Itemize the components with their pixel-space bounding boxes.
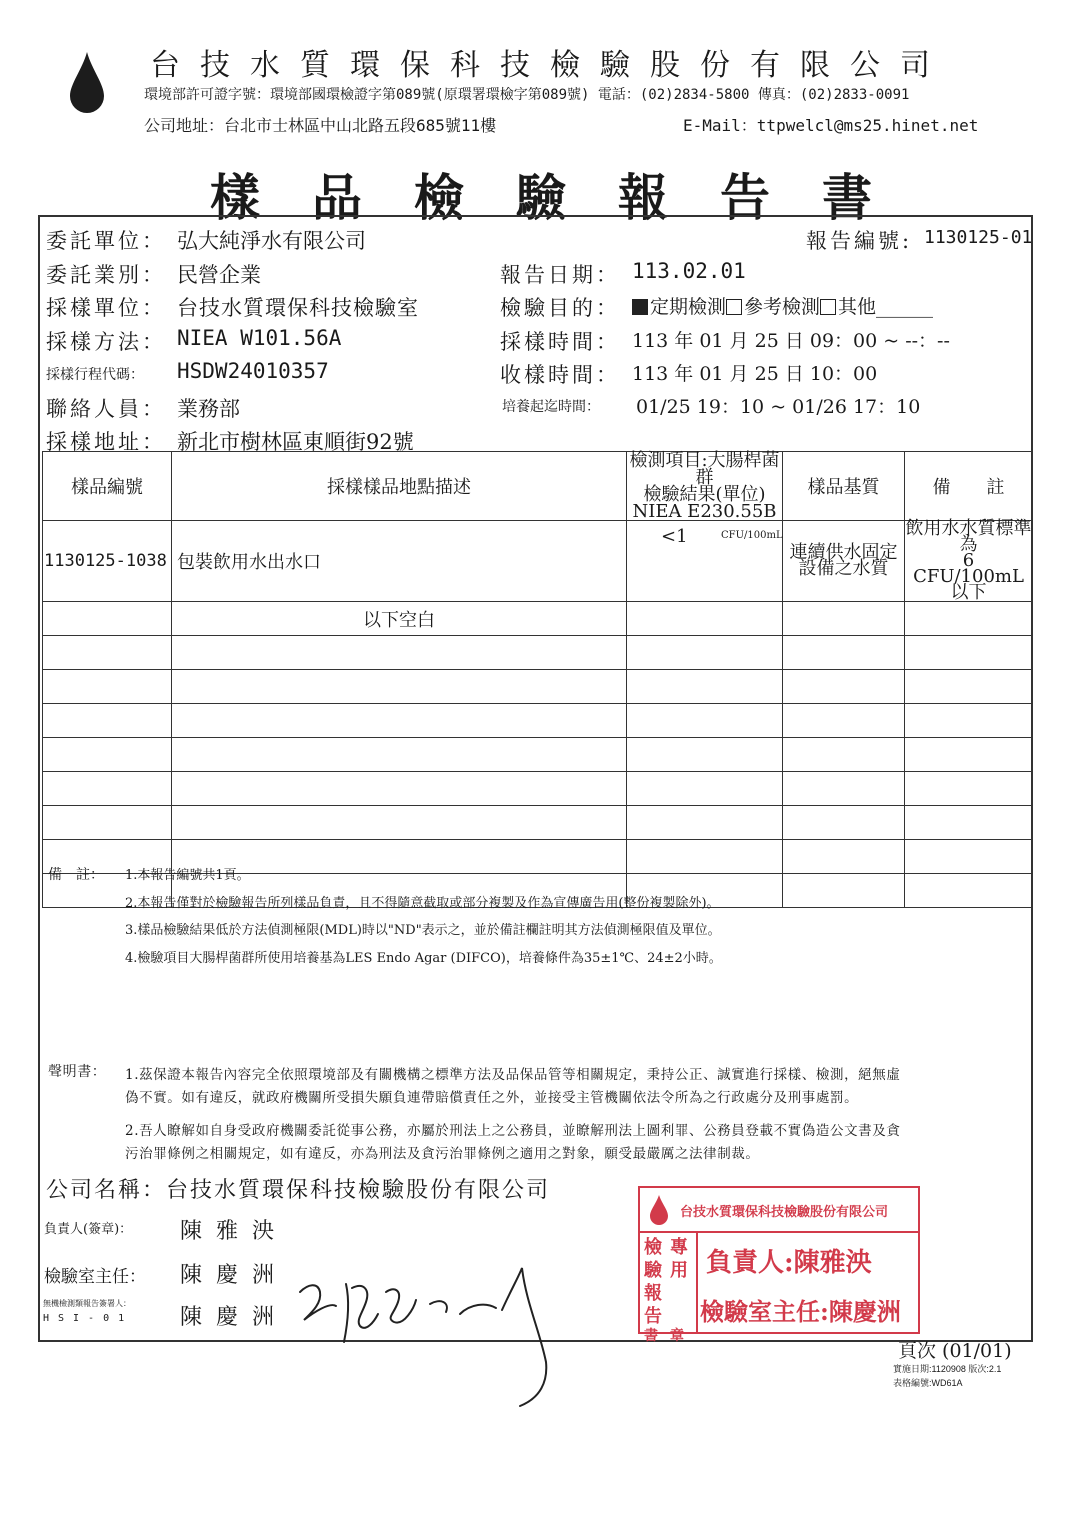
company-address: 公司地址：台北市士林區中山北路五段685號11樓 <box>144 116 497 135</box>
receive-time-value: 113 年 01 月 25 日 10：00 <box>632 363 878 385</box>
industry-value: 民營企業 <box>177 263 261 287</box>
declaration-p2-line2: 污治罪條例之相關規定，如有違反，亦為刑法及貪污治罪條例之適用之對象，願受最嚴厲之法律制裁。 <box>125 1146 760 1162</box>
sample-no-cell: 1130125-1038 <box>43 521 172 602</box>
client-label: 委託單位： <box>46 229 166 253</box>
contact-label: 聯絡人員： <box>46 397 166 421</box>
stamp-char: 檢 <box>644 1237 662 1258</box>
purpose-label: 檢驗目的： <box>500 296 620 320</box>
industry-label: 委託業別： <box>46 263 166 287</box>
stamp-char: 驗 <box>644 1260 662 1281</box>
company-name-line: 公司名稱：台技水質環保科技檢驗股份有限公司 <box>46 1178 551 1203</box>
water-drop-logo <box>68 50 106 116</box>
col-test-item-line2: 檢驗結果(單位) <box>643 484 766 505</box>
col-matrix: 樣品基質 <box>783 452 905 521</box>
result-unit: CFU/100mL <box>721 530 783 541</box>
col-remark: 備 註 <box>905 452 1033 521</box>
report-date-label: 報告日期： <box>500 263 620 287</box>
sampling-time-label: 採樣時間： <box>500 330 620 354</box>
matrix-cell <box>783 521 905 602</box>
responsible-name: 陳雅泱 <box>180 1219 289 1244</box>
declaration-label: 聲明書： <box>48 1064 107 1080</box>
stamp-director: 檢驗室主任:陳慶洲 <box>700 1297 901 1326</box>
inorganic-signer-code: HSI-01 <box>43 1313 134 1324</box>
table-row <box>43 670 1033 704</box>
table-row <box>43 602 1033 636</box>
method-value: NIEA W101.56A <box>177 326 342 350</box>
company-email: E-Mail：ttpwelcl@ms25.hinet.net <box>683 116 979 135</box>
stamp-side-block <box>640 1231 698 1344</box>
checkbox-other <box>820 299 836 315</box>
official-stamp <box>638 1186 920 1344</box>
director-label: 檢驗室主任： <box>44 1267 146 1287</box>
matrix-line1: 連續供水固定 <box>789 542 898 563</box>
blank-below-text: 以下空白 <box>172 602 627 636</box>
inorganic-signer-label: 無機檢測類報告簽署人： <box>43 1299 131 1308</box>
route-code-value: HSDW24010357 <box>177 359 329 383</box>
implementation-date: 實施日期:1120908 版次:2.1 <box>893 1364 1002 1374</box>
location-cell: 包裝飲用水出水口 <box>172 521 627 602</box>
note-2: 2.本報告僅對於檢驗報告所列樣品負責，且不得隨意截取或部分複製及作為宣傳廣告用(整份複製除外)。 <box>125 896 720 911</box>
stamp-char: 告 <box>644 1306 662 1327</box>
results-table <box>42 451 1033 908</box>
route-code-label: 採樣行程代碼： <box>46 367 144 383</box>
note-4: 4.檢驗項目大腸桿菌群所使用培養基為LES Endo Agar (DIFCO)，培養條件為35±1℃、24±2小時。 <box>125 951 722 966</box>
client-value: 弘大純淨水有限公司 <box>177 229 366 253</box>
method-label: 採樣方法： <box>46 330 166 354</box>
handwritten-signature <box>290 1262 560 1412</box>
stamp-char: 用 <box>670 1260 688 1281</box>
sampling-address-value: 新北市樹林區東順街92號 <box>177 430 414 454</box>
sampling-time-value: 113 年 01 月 25 日 09：00 ~ --：-- <box>632 330 950 352</box>
responsible-label: 負責人(簽章)： <box>44 1222 133 1237</box>
result-value: <1 <box>661 526 688 547</box>
stamp-char: 章 <box>670 1328 684 1344</box>
remark-line2: 6 CFU/100mL以下 <box>913 550 1024 603</box>
purpose-option-regular: 定期檢測 <box>650 296 727 318</box>
col-test-item-line1: 檢測項目:大腸桿菌群 <box>629 450 780 488</box>
stamp-char: 書 <box>644 1328 658 1344</box>
report-title: 樣品檢驗報告書 <box>210 168 924 227</box>
declaration-p1-line1: 1.茲保證本報告內容完全依照環境部及有關機構之標準方法及品保品管等相關規定，秉持公正、誠實進行採樣、檢測，絕無虛 <box>125 1067 901 1083</box>
matrix-line2: 設備之水質 <box>798 558 889 579</box>
company-name: 台技水質環保科技檢驗股份有限公司 <box>150 48 950 83</box>
col-test-item-line3: NIEA E230.55B <box>632 501 777 522</box>
table-row <box>43 772 1033 806</box>
director-name: 陳慶洲 <box>180 1263 289 1288</box>
contact-value: 業務部 <box>177 397 240 421</box>
stamp-header <box>640 1188 918 1233</box>
purpose-options <box>632 292 933 319</box>
report-no-label: 報告編號: <box>806 229 913 253</box>
stamp-char: 報 <box>644 1283 662 1304</box>
remark-line1: 飲用水水質標準為 <box>905 518 1032 555</box>
stamp-responsible: 負責人:陳雅泱 <box>706 1248 872 1278</box>
report-date-value: 113.02.01 <box>632 259 746 283</box>
declaration-p2-line1: 2.吾人瞭解如自身受政府機關委託從事公務，亦屬於刑法上之公務員，並瞭解刑法上圖利罪、公務員登載不實偽造公文書及貪 <box>125 1123 901 1139</box>
note-1: 1.本報告編號共1頁。 <box>125 868 250 883</box>
purpose-option-reference: 參考檢測 <box>744 296 821 318</box>
col-test-item <box>627 452 783 521</box>
page-number: 頁次 (01/01) <box>898 1340 1012 1362</box>
col-location: 採樣樣品地點描述 <box>172 452 627 521</box>
stamp-company: 台技水質環保科技檢驗股份有限公司 <box>680 1205 889 1220</box>
checkbox-reference <box>726 299 742 315</box>
table-row <box>43 738 1033 772</box>
stamp-char: 專 <box>670 1237 688 1258</box>
result-cell <box>627 521 783 602</box>
table-header-row <box>43 452 1033 521</box>
table-row <box>43 521 1033 602</box>
stamp-drop-icon <box>648 1194 670 1226</box>
declaration-p1-line2: 偽不實。如有違反，就政府機關所受損失願負連帶賠償責任之外，並接受主管機關依法令所為之行政處分及刑事處罰。 <box>125 1090 859 1106</box>
receive-time-label: 收樣時間： <box>500 363 620 387</box>
form-number: 表格編號:WD61A <box>893 1378 963 1388</box>
table-row <box>43 636 1033 670</box>
license-line: 環境部許可證字號：環境部國環檢證字第089號(原環署環檢字第089號) 電話：(02)2834-5800 傳真：(02)2833-0091 <box>144 87 910 103</box>
table-row <box>43 704 1033 738</box>
notes-label: 備 註： <box>48 867 104 883</box>
note-3: 3.樣品檢驗結果低於方法偵測極限(MDL)時以"ND"表示之，並於備註欄註明其方法偵測極限值及單位。 <box>125 923 721 938</box>
inorganic-signer-name: 陳慶洲 <box>180 1305 289 1330</box>
sampling-unit-value: 台技水質環保科技檢驗室 <box>177 296 419 320</box>
checkbox-regular <box>632 299 648 315</box>
table-row <box>43 806 1033 840</box>
purpose-option-other: 其他______ <box>838 296 934 318</box>
culture-time-value: 01/25 19：10 ~ 01/26 17：10 <box>636 396 921 418</box>
sampling-address-label: 採樣地址： <box>46 430 166 454</box>
report-no-value: 1130125-01 <box>924 227 1033 248</box>
col-sample-no: 樣品編號 <box>43 452 172 521</box>
culture-time-label: 培養起迄時間： <box>502 399 600 415</box>
sampling-unit-label: 採樣單位： <box>46 296 166 320</box>
remark-cell <box>905 518 1033 603</box>
